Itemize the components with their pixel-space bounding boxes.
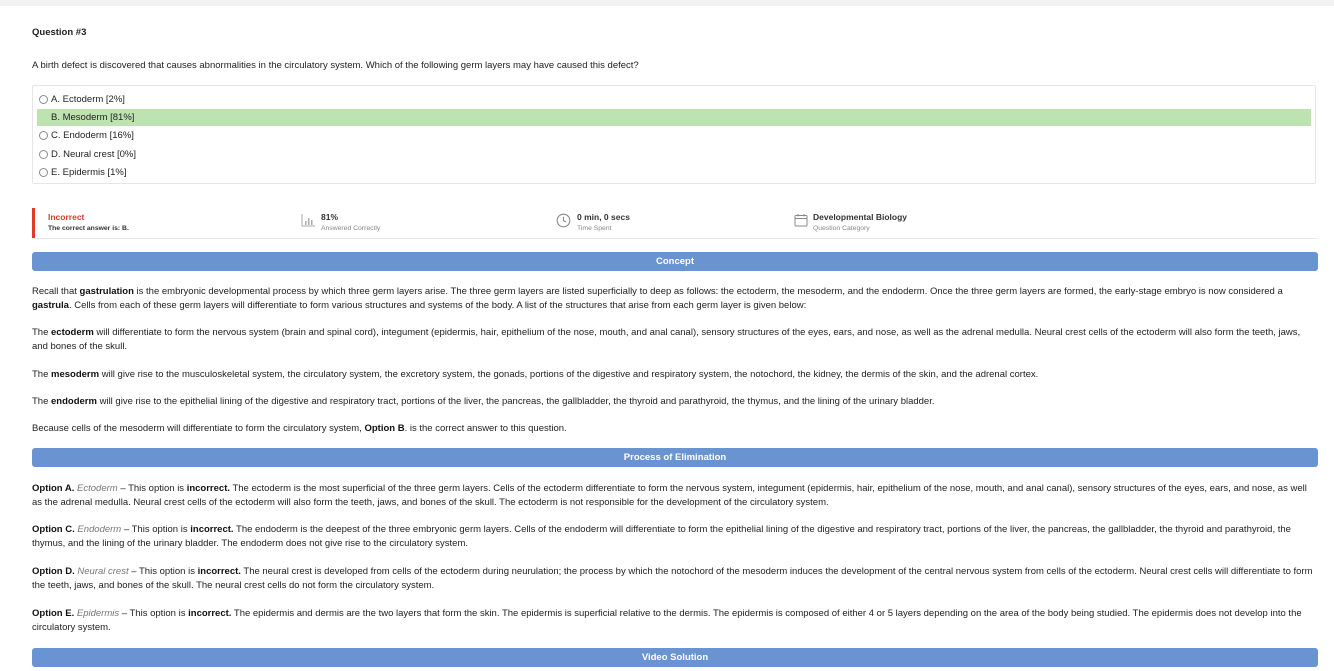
question-text: A birth defect is discovered that causes abnormalities in the circulatory system. Which of the following germ layers may have caused this defect? (32, 60, 639, 71)
correct-answer-text: The correct answer is: B. (48, 225, 129, 232)
radio-icon[interactable] (39, 168, 48, 177)
answer-label: B. Mesoderm [81%] (51, 112, 135, 123)
category-stat (813, 212, 907, 232)
answer-label: D. Neural crest [0%] (51, 149, 136, 160)
result-value: Incorrect (48, 212, 85, 222)
concept-paragraph-3: The mesoderm will give rise to the musculoskeletal system, the circulatory system, the excretory system, the gonads, portions of the digestive and respiratory system, the notochord, the kidney, the dermis of the skin, and the adrenal cortex. (32, 369, 1039, 380)
concept-paragraph-4: The endoderm will give rise to the epithelial lining of the digestive and respiratory tract, portions of the liver, the pancreas, the gallbladder, the thyroid and parathyroid, the thymus, and the lining of the urinary bladder. (32, 396, 935, 407)
radio-icon[interactable] (39, 131, 48, 140)
elimination-option-e: Option E. Epidermis – This option is incorrect. The epidermis and dermis are the two layers that form the skin. The epidermis is superficial relative to the dermis. The epidermis is composed of either 4 or 5 layers depending on the area of the body being studied. The epidermis does not develop into the circulatory system. (32, 608, 1302, 633)
answer-option-d[interactable] (37, 146, 1311, 163)
answer-list (32, 85, 1316, 184)
stats-row (32, 208, 1318, 238)
concept-paragraph-2: The ectoderm will differentiate to form the nervous system (brain and spinal cord), integument (epidermis, hair, epithelium of the nose, mouth, and anal canal), sensory structures of the eyes, ears, and nose, as well as the adrenal medulla. Neural crest cells of the ectoderm will also form the teeth, jaws, and bones of the skull. (32, 327, 1301, 352)
percent-value: 81% (321, 212, 339, 222)
concept-paragraph-1: Recall that gastrulation is the embryonic developmental process by which three germ layers arise. The three germ layers are listed superficially to deep as follows: the ectoderm, the mesoderm, and the endoderm. Once the three germ layers are formed, the early-stage embryo is now considered a gastrula. Cells from each of these germ layers will differentiate to form various structures and systems of the body. A list of the structures that arise from each germ layer is given below: (32, 286, 1283, 311)
answer-option-c[interactable] (37, 127, 1311, 144)
calendar-icon (794, 213, 808, 229)
top-bar (0, 0, 1334, 6)
category-value: Developmental Biology (813, 212, 907, 222)
radio-icon[interactable] (39, 150, 48, 159)
concept-header[interactable]: Concept (32, 252, 1318, 271)
percent-label: Answered Correctly (321, 225, 381, 232)
concept-paragraph-5: Because cells of the mesoderm will differentiate to form the circulatory system, Option B. is the correct answer to this question. (32, 423, 567, 434)
percent-stat (321, 212, 380, 232)
answer-label: E. Epidermis [1%] (51, 167, 127, 178)
radio-icon[interactable] (39, 95, 48, 104)
answer-option-e[interactable] (37, 164, 1311, 181)
elimination-option-d: Option D. Neural crest – This option is incorrect. The neural crest is developed from cells of the ectoderm during neurulation; the process by which the notochord of the mesoderm induces the development of the central nervous system from cells of the ectoderm. Neural crest cells will differentiate to form the teeth, jaws, and bones of the skull. The neural crest cells do not form the circulatory system. (32, 566, 1313, 591)
elimination-header[interactable]: Process of Elimination (32, 448, 1318, 467)
time-value: 0 min, 0 secs (577, 212, 630, 222)
answer-option-b[interactable] (37, 109, 1311, 126)
elimination-option-a: Option A. Ectoderm – This option is incorrect. The ectoderm is the most superficial of the three germ layers. Cells of the ectoderm differentiate to form the nervous system, integument (epidermis, hair, epithelium of the nose, mouth, and anal canal), sensory structures of the eyes, ears, and nose, as well as the adrenal medulla. Neural crest cells of the ectoderm will also form the teeth, jaws, and bones of the skull. The ectoderm is not responsible for the development of the circulatory system. (32, 483, 1307, 508)
answer-label: A. Ectoderm [2%] (51, 94, 125, 105)
stats-divider (32, 238, 1318, 239)
answer-label: C. Endoderm [16%] (51, 130, 134, 141)
question-title: Question #3 (32, 27, 87, 38)
clock-icon (556, 213, 571, 230)
time-stat (577, 212, 630, 232)
result-stat (48, 212, 129, 232)
incorrect-indicator (32, 208, 35, 238)
bar-chart-icon (301, 213, 316, 229)
video-solution-header[interactable]: Video Solution (32, 648, 1318, 667)
category-label: Question Category (813, 225, 870, 232)
answer-option-a[interactable] (37, 91, 1311, 108)
time-label: Time Spent (577, 225, 612, 232)
elimination-option-c: Option C. Endoderm – This option is incorrect. The endoderm is the deepest of the three embryonic germ layers. Cells of the endoderm will differentiate to form the epithelial lining of the digestive and respiratory tract, portions of the liver, the pancreas, the gallbladder, the thyroid and parathyroid, the thymus, and the lining of the urinary bladder. The endoderm does not give rise to the circulatory system. (32, 524, 1291, 549)
